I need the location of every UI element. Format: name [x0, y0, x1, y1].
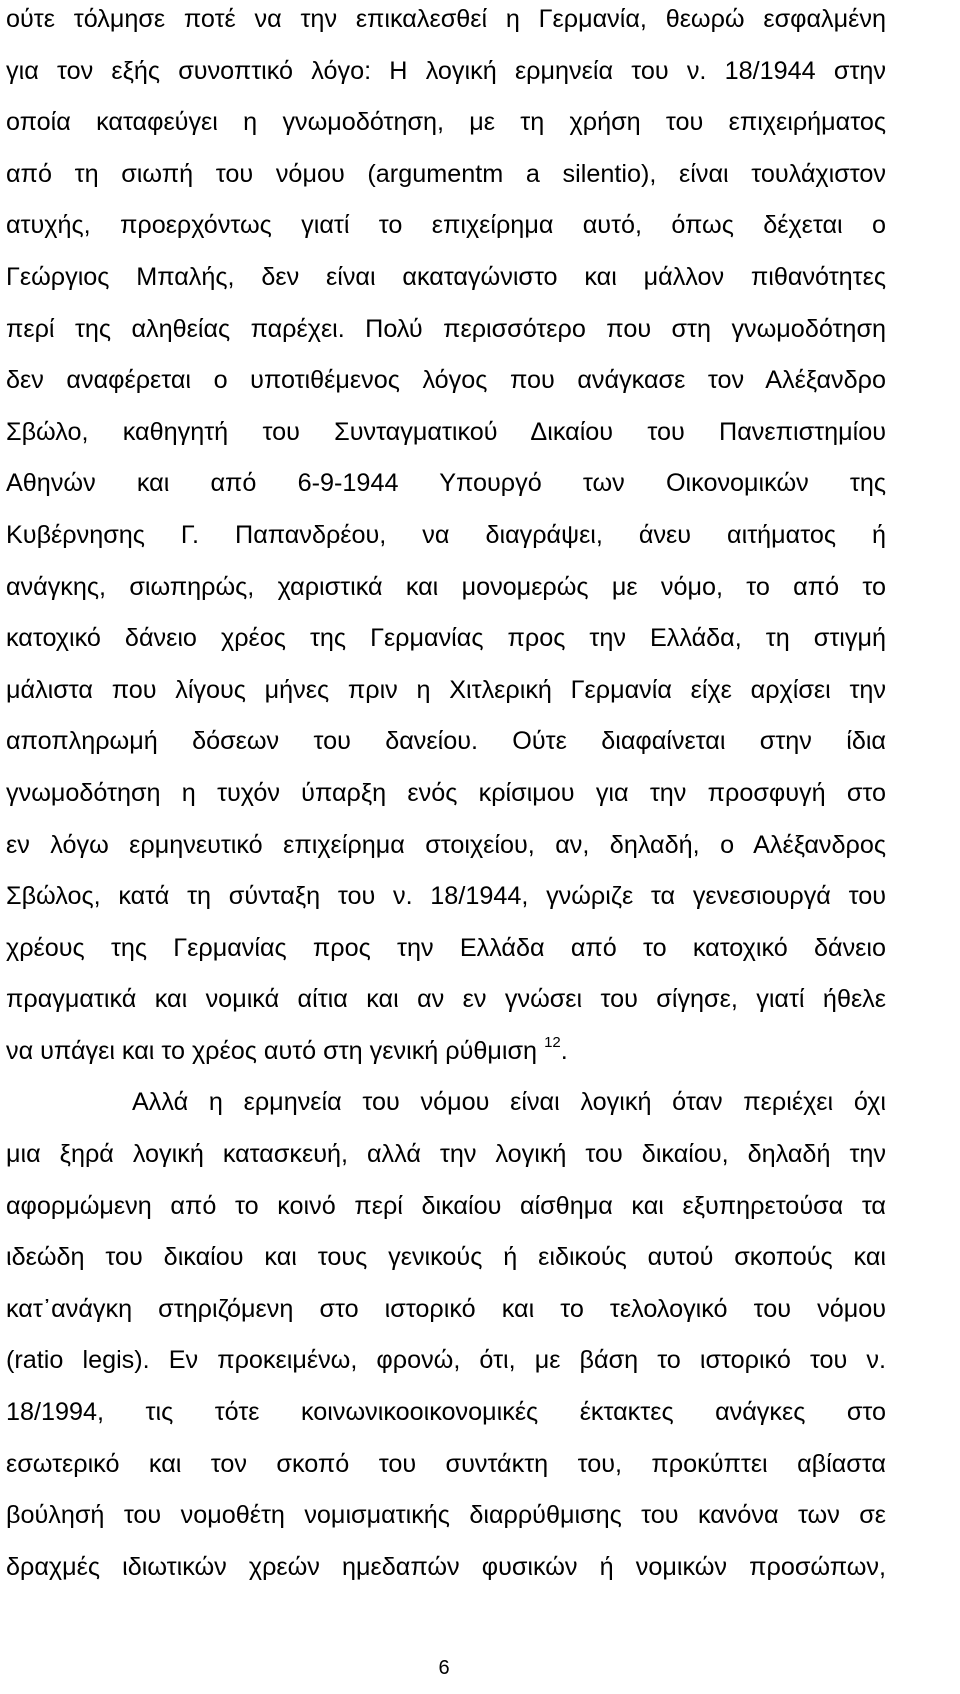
- text-line: ούτε τόλμησε ποτέ να την επικαλεσθεί η Γερμανία, θεωρώ εσφαλμένη: [6, 5, 886, 33]
- text-line: Αλλά η ερμηνεία του νόμου είναι λογική όταν περιέχει όχι: [132, 1088, 886, 1117]
- text-fragment: να υπάγει και το χρέος αυτό στη γενική ρύθμιση: [6, 1036, 545, 1065]
- text-line: ιδεώδη του δικαίου και τους γενικούς ή ειδικούς αυτού σκοπούς και: [6, 1243, 886, 1272]
- text-line: γνωμοδότηση η τυχόν ύπαρξη ενός κρίσιμου για την προσφυγή στο: [6, 778, 886, 807]
- page-number: 6: [438, 1657, 450, 1679]
- text-line: Σβώλος, κατά τη σύνταξη του ν. 18/1944, γνώριζε τα γενεσιουργά του: [6, 882, 886, 911]
- text-line: για τον εξής συνοπτικό λόγο: Η λογική ερμηνεία του ν. 18/1944 στην: [6, 56, 886, 85]
- text-line: Αθηνών και από 6-9-1944 Υπουργό των Οικονομικών της: [6, 469, 886, 498]
- footnote-reference[interactable]: 12: [544, 1033, 561, 1051]
- text-line: (ratio legis). Εν προκειμένω, φρονώ, ότι, με βάση το ιστορικό του ν.: [6, 1346, 886, 1375]
- text-line: Γεώργιος Μπαλής, δεν είναι ακαταγώνιστο και μάλλον πιθανότητες: [6, 262, 886, 291]
- text-line: κατοχικό δάνειο χρέος της Γερμανίας προς την Ελλάδα, τη στιγμή: [6, 624, 886, 653]
- text-line: ατυχής, προερχόντως γιατί το επιχείρημα αυτό, όπως δέχεται ο: [6, 211, 886, 240]
- text-line: μάλιστα που λίγους μήνες πριν η Χιτλερική Γερμανία είχε αρχίσει την: [6, 675, 886, 704]
- text-line-last: [6, 1026, 886, 1078]
- text-line: 18/1994, τις τότε κοινωνικοοικονομικές έκτακτες ανάγκες στο: [6, 1398, 886, 1427]
- text-line: ανάγκης, σιωπηρώς, χαριστικά και μονομερώς με νόμο, το από το: [6, 572, 886, 601]
- paragraph: [6, 0, 886, 1077]
- text-line: αφορμώμενη από το κοινό περί δικαίου αίσθημα και εξυπηρετούσα τα: [6, 1191, 886, 1220]
- text-line: δραχμές ιδιωτικών χρεών ημεδαπών φυσικών ή νομικών προσώπων,: [6, 1552, 886, 1581]
- text-line: αποπληρωμή δόσεων του δανείου. Ούτε διαφαίνεται στην ίδια: [6, 727, 886, 756]
- text-fragment: .: [560, 1036, 568, 1065]
- text-line: Σβώλο, καθηγητή του Συνταγματικού Δικαίου του Πανεπιστημίου: [6, 417, 886, 446]
- text-line: πραγματικά και νομικά αίτια και αν εν γνώσει του σίγησε, γιατί ήθελε: [6, 985, 886, 1014]
- text-line: εσωτερικό και τον σκοπό του συντάκτη του, προκύπτει αβίαστα: [6, 1449, 886, 1478]
- text-line: από τη σιωπή του νόμου (argumentm a silentio), είναι τουλάχιστον: [6, 159, 886, 188]
- text-line: δεν αναφέρεται ο υποτιθέμενος λόγος που ανάγκασε τον Αλέξανδρο: [6, 366, 886, 395]
- page-body: [6, 0, 886, 1593]
- paragraph: [6, 1077, 886, 1593]
- text-line: εν λόγω ερμηνευτικό επιχείρημα στοιχείου, αν, δηλαδή, ο Αλέξανδρος: [6, 830, 886, 859]
- text-line: κατ᾽ανάγκη στηριζόμενη στο ιστορικό και το τελολογικό του νόμου: [6, 1294, 886, 1323]
- text-line: Κυβέρνησης Γ. Παπανδρέου, να διαγράψει, άνευ αιτήματος ή: [6, 520, 886, 549]
- text-line: οποία καταφεύγει η γνωμοδότηση, με τη χρήση του επιχειρήματος: [6, 108, 886, 137]
- text-line: περί της αληθείας παρέχει. Πολύ περισσότερο που στη γνωμοδότηση: [6, 314, 886, 343]
- text-line: χρέους της Γερμανίας προς την Ελλάδα από το κατοχικό δάνειο: [6, 933, 886, 962]
- text-line: βούλησή του νομοθέτη νομισματικής διαρρύθμισης του κανόνα των σε: [6, 1501, 886, 1530]
- text-line: μια ξηρά λογική κατασκευή, αλλά την λογική του δικαίου, δηλαδή την: [6, 1140, 886, 1169]
